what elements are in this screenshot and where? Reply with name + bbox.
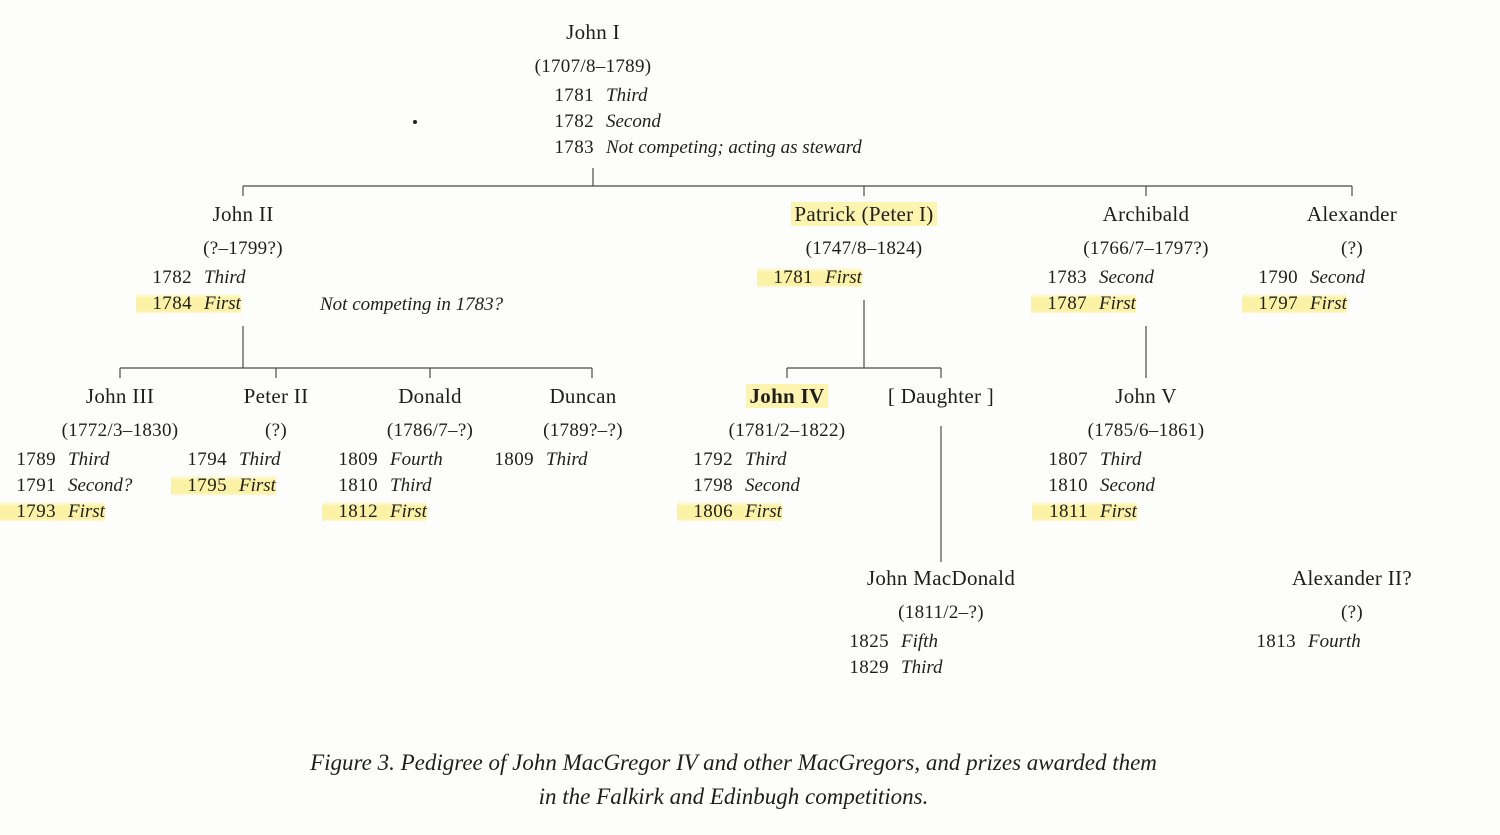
prize-year: 1807 <box>1048 449 1088 470</box>
prize-entry <box>322 499 580 525</box>
person-dates: (?) <box>1341 602 1363 623</box>
prize-year: 1809 <box>494 449 534 470</box>
prize-entry-text <box>136 293 241 314</box>
prize-place: Second <box>606 111 661 132</box>
prize-place: First <box>825 267 862 288</box>
figure-caption <box>0 746 1467 814</box>
paper-speck <box>413 120 417 124</box>
caption-line-2: in the Falkirk and Edinbugh competitions. <box>538 784 929 809</box>
prize-entry-text <box>1032 501 1137 522</box>
prize-place: Second? <box>68 475 133 496</box>
prize-entry-text <box>1242 293 1347 314</box>
prize-entry <box>538 135 862 161</box>
prize-list <box>1032 447 1296 525</box>
prize-place: First <box>390 501 427 522</box>
prize-year: 1812 <box>338 501 378 522</box>
prize-entry <box>1032 499 1296 525</box>
prize-entry <box>0 499 270 525</box>
person-dates: (1786/7–?) <box>386 420 474 441</box>
prize-year: 1791 <box>16 475 56 496</box>
prize-place: Not competing; acting as steward <box>606 137 862 158</box>
prize-place: Second <box>1310 267 1365 288</box>
prize-year: 1787 <box>1047 293 1087 314</box>
person-alexander <box>1202 202 1500 317</box>
prize-entry <box>833 655 1091 681</box>
person-dates: (1707/8–1789) <box>534 56 652 77</box>
prize-place: First <box>1310 293 1347 314</box>
person-dates: (1747/8–1824) <box>805 238 923 259</box>
prize-list <box>1240 629 1500 655</box>
person-dates: (?–1799?) <box>203 238 283 259</box>
person-name <box>996 384 1296 409</box>
prize-year: 1781 <box>773 267 813 288</box>
person-dates: (1785/6–1861) <box>1087 420 1205 441</box>
prize-entry-text <box>1240 631 1361 652</box>
prize-entry <box>677 473 937 499</box>
prize-place: Second <box>1100 475 1155 496</box>
prize-place: Second <box>745 475 800 496</box>
prize-entry-text <box>538 111 661 132</box>
prize-place: Third <box>546 449 588 470</box>
prize-entry <box>677 499 937 525</box>
prize-entry-text <box>833 657 943 678</box>
person-dates: (1789?–?) <box>543 420 623 441</box>
prize-entry-text <box>322 475 432 496</box>
person-name <box>1202 566 1500 591</box>
prize-year: 1782 <box>554 111 594 132</box>
prize-place: First <box>204 293 241 314</box>
prize-year: 1792 <box>693 449 733 470</box>
prize-year: 1806 <box>693 501 733 522</box>
prize-list <box>677 447 937 525</box>
person-name-text: [ Daughter ] <box>887 384 995 408</box>
person-name-text: Peter II <box>243 384 309 408</box>
person-name-text: Alexander II? <box>1292 566 1412 590</box>
person-john-macdonald <box>791 566 1091 681</box>
person-name-text: John IV <box>746 384 827 408</box>
prize-entry-text <box>171 449 281 470</box>
prize-entry-text <box>677 475 800 496</box>
person-name-text: Patrick (Peter I) <box>791 202 936 226</box>
prize-list <box>757 265 1014 291</box>
person-name-text: John I <box>566 20 620 44</box>
person-dates: (1811/2–?) <box>898 602 984 623</box>
person-dates: (1772/3–1830) <box>61 420 179 441</box>
prize-year: 1811 <box>1049 501 1088 522</box>
prize-entry <box>1242 265 1500 291</box>
person-name-text: John MacDonald <box>866 566 1016 590</box>
prize-place: Third <box>745 449 787 470</box>
person-name-text: Archibald <box>1102 202 1190 226</box>
prize-place: Third <box>68 449 110 470</box>
prize-year: 1810 <box>338 475 378 496</box>
prize-entry-text <box>1031 293 1136 314</box>
caption-line-1: Figure 3. Pedigree of John MacGregor IV and other MacGregors, and prizes awarded them <box>310 750 1157 775</box>
prize-entry <box>677 447 937 473</box>
prize-year: 1790 <box>1258 267 1298 288</box>
person-john-v <box>996 384 1296 525</box>
prize-entry <box>1032 447 1296 473</box>
prize-entry-text <box>0 449 110 470</box>
person-name <box>93 202 393 227</box>
prize-entry <box>538 109 743 135</box>
prize-place: Third <box>204 267 246 288</box>
person-dates: (1781/2–1822) <box>728 420 846 441</box>
prize-year: 1793 <box>16 501 56 522</box>
prize-entry-text <box>1031 267 1154 288</box>
person-name-text: John II <box>212 202 274 226</box>
person-name <box>714 202 1014 227</box>
prize-place: First <box>745 501 782 522</box>
prize-year: 1783 <box>1047 267 1087 288</box>
prize-place: Fourth <box>1308 631 1361 652</box>
prize-year: 1813 <box>1256 631 1296 652</box>
prize-place: Third <box>606 85 648 106</box>
prize-entry-text <box>833 631 938 652</box>
prize-entry-text <box>1032 449 1142 470</box>
prize-entry-text <box>757 267 862 288</box>
prize-entry <box>1032 473 1296 499</box>
prize-place: First <box>68 501 105 522</box>
prize-year: 1809 <box>338 449 378 470</box>
prize-year: 1810 <box>1048 475 1088 496</box>
prize-year: 1798 <box>693 475 733 496</box>
prize-entry-text <box>0 475 132 496</box>
person-name-text: Donald <box>398 384 462 408</box>
person-name <box>1202 202 1500 227</box>
person-dates: (?) <box>265 420 287 441</box>
prize-entry-text <box>538 137 862 158</box>
prize-entry <box>1240 629 1500 655</box>
prize-list <box>538 83 862 161</box>
prize-entry-text <box>322 449 443 470</box>
person-name <box>443 20 743 45</box>
prize-year: 1797 <box>1258 293 1298 314</box>
prize-entry-text <box>1032 475 1155 496</box>
prize-place: First <box>1099 293 1136 314</box>
prize-entry <box>538 83 743 109</box>
prize-entry-text <box>538 85 648 106</box>
prize-year: 1782 <box>152 267 192 288</box>
prize-place: Third <box>390 475 432 496</box>
person-name-text: Alexander <box>1306 202 1398 226</box>
prize-entry-text <box>0 501 105 522</box>
person-name <box>791 566 1091 591</box>
person-alexander-ii <box>1202 566 1500 655</box>
person-dates: (1766/7–1797?) <box>1083 238 1209 259</box>
person-name-text: Duncan <box>549 384 617 408</box>
person-john-i <box>443 20 862 161</box>
prize-entry-text <box>136 267 246 288</box>
person-dates: (?) <box>1341 238 1363 259</box>
prize-year: 1781 <box>554 85 594 106</box>
prize-place: Second <box>1099 267 1154 288</box>
prize-entry-text <box>322 501 427 522</box>
prize-year: 1794 <box>187 449 227 470</box>
prize-place: Fifth <box>901 631 938 652</box>
john2-note: Not competing in 1783? <box>320 294 504 315</box>
prize-place: Fourth <box>390 449 443 470</box>
prize-entry-text <box>677 449 787 470</box>
person-patrick <box>714 202 1014 291</box>
prize-entry-text <box>478 449 588 470</box>
prize-year: 1825 <box>849 631 889 652</box>
person-name-text: John III <box>85 384 155 408</box>
prize-year: 1783 <box>554 137 594 158</box>
prize-entry-text <box>1242 267 1365 288</box>
prize-year: 1795 <box>187 475 227 496</box>
prize-entry-text <box>171 475 276 496</box>
prize-place: Third <box>901 657 943 678</box>
prize-list <box>1242 265 1500 317</box>
prize-entry <box>136 265 393 291</box>
prize-entry <box>322 473 580 499</box>
prize-list <box>833 629 1091 681</box>
prize-year: 1789 <box>16 449 56 470</box>
prize-entry <box>833 629 1091 655</box>
prize-place: First <box>1100 501 1137 522</box>
prize-place: First <box>239 475 276 496</box>
prize-entry <box>1242 291 1500 317</box>
prize-place: Third <box>239 449 281 470</box>
prize-year: 1829 <box>849 657 889 678</box>
person-name-text: John V <box>1115 384 1177 408</box>
prize-entry-text <box>677 501 782 522</box>
prize-year: 1784 <box>152 293 192 314</box>
prize-place: Third <box>1100 449 1142 470</box>
prize-entry <box>757 265 1014 291</box>
